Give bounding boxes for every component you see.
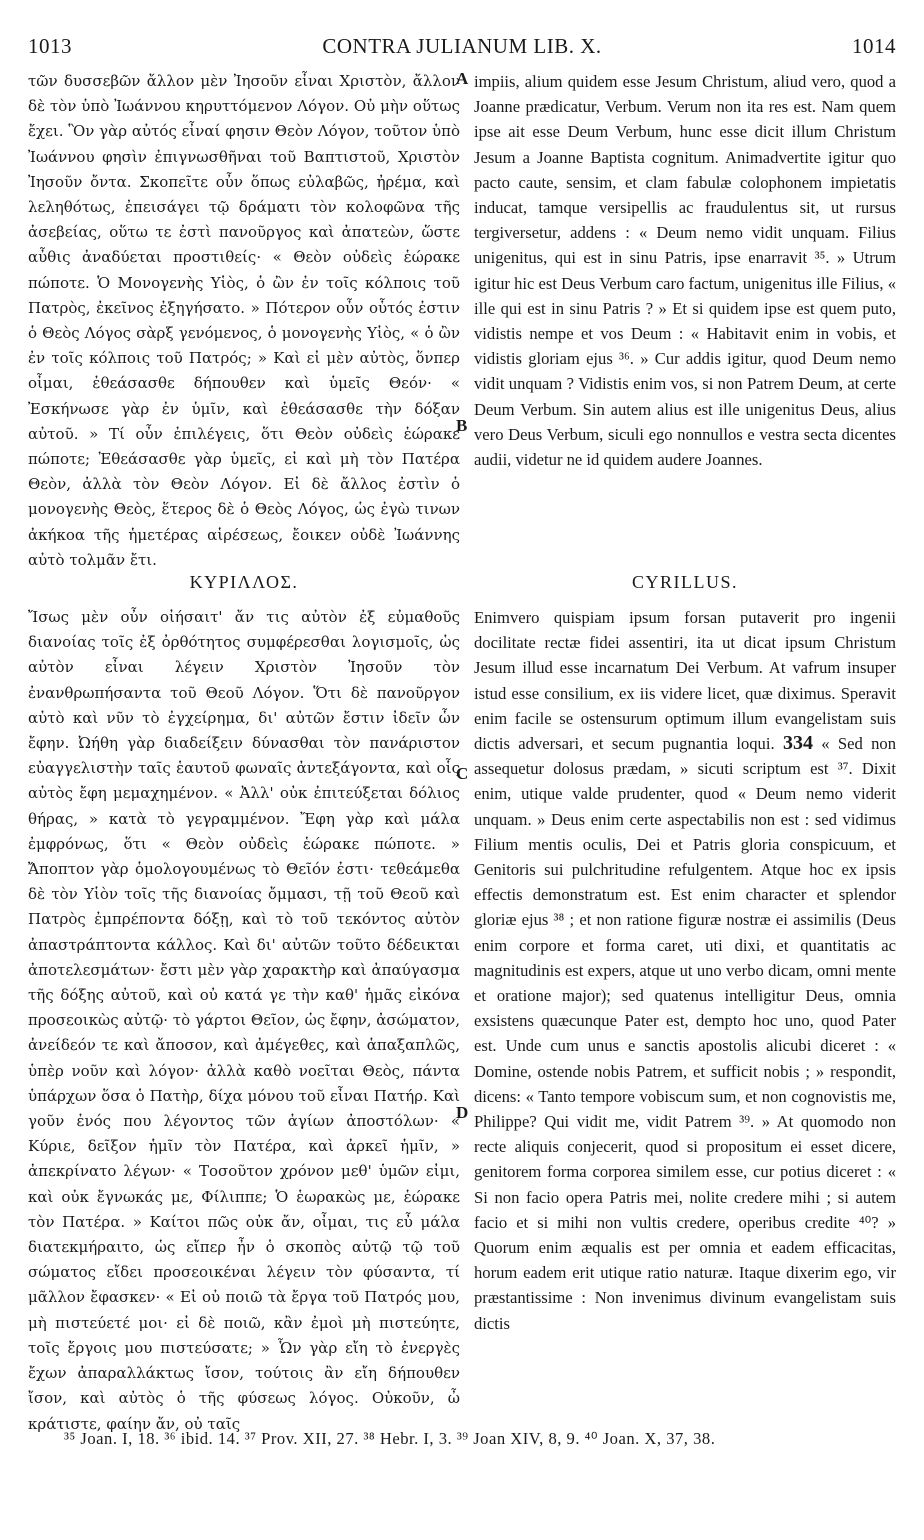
greek-paragraph-1: τῶν δυσσεβῶν ἄλλον μὲν Ἰησοῦν εἶναι Χριστὸν, ἄλλον δὲ τὸν ὑπὸ Ἰωάννου κηρυττόμενον Λόγον. Οὐ μὴν οὕτως ἔχει. Ὃν γὰρ αὐτός εἶναί φησιν Θεὸν Λόγον, τοῦτον ὑπὸ Ἰωάννου φησὶν ἐπιγνωσθῆναι τοῦ Βαπτιστοῦ, Χριστὸν Ἰησοῦν ὄντα. Σκοπεῖτε οὖν ὅπως εὐλαβῶς, ἠρέμα, καὶ λεληθότως, ἐπεισάγει τῷ δράματι τὸν κολοφῶνα τῆς ἀσεβείας, οὕτω τε ἐστὶ πανοῦργος καὶ ἀπατεὼν, ὥστε αὖθις ἀναδύεται προστιθείς· « Θεὸν οὐδεὶς ἑώρακε πώποτε. Ὁ Μονογενὴς Υἱὸς, ὁ ὢν ἐν τοῖς κόλποις τοῦ Πατρὸς, ἐκεῖνος ἐξηγήσατο. » Πότερον οὖν οὗτός ἐστιν ὁ Θεὸς Λόγος σὰρξ γενόμενος, ὁ μονογενὴς Υἱὸς, « ὁ ὢν ἐν τοῖς κόλποις τοῦ Πατρός; » Καὶ εἰ μὲν αὐτὸς, ὅνπερ οἶμαι, ἐθεάσασθε δήπουθεν καὶ ὑμεῖς Θεόν· « Ἐσκήνωσε γὰρ ἐν ὑμῖν, καὶ ἐθεάσασθε τὴν δόξαν αὐτοῦ. » Τί οὖν ἐπιλέγεις, ὅτι Θεὸν οὐδεὶς ἑώρακε πώποτε; Ἐθεάσασθε γὰρ ὑμεῖς, εἰ καὶ μὴ τὸν Πατέρα Θεὸν, ἀλλὰ τὸν Θεὸν Λόγον. Εἰ δὲ ἄλλος ἐστὶν ὁ μονογενὴς Θεὸς, ἕτερος δὲ ὁ Θεὸς Λόγος, ὡς ἐγὼ τινων ἀκήκοα τῆς ἡμετέρας αἱρέσεως, ἔοικεν οὐδὲ Ἰωάννης αὐτὸ τολμᾶν ἔτι. bbox=[28, 72, 460, 569]
latin-section-heading: CYRILLUS. bbox=[631, 572, 738, 592]
greek-section-heading: ΚΥΡΙΛΛΟΣ. bbox=[189, 572, 299, 592]
margin-letter-a: A bbox=[456, 69, 469, 88]
greek-column-top bbox=[28, 69, 460, 573]
latin-paragraph-1: impiis, alium quidem esse Jesum Christum, aliud vero, quod a Joanne prædicatur, Verbum. Verum non ita res est. Nam quem ipse ait esse Deum Verbum, hunc esse dicit illum Christum Jesum a Joanne Baptista cognitum. Animadvertite igitur quo pacto caute, sensim, et clam fabulæ colophonem impietatis inducat, tamque versipellis ac fraudulentus sit, ut rursus tergiversetur, addens : « Deum nemo vidit unquam. Filius unigenitus, qui est in sinu Patris, ipse enarravit ³⁵. » Utrum igitur hic est Deus Verbum caro factum, unigenitus ille Filius, « ille qui est in sinu Patris ? » Et si quidem ipse est quem puto, vidistis nempe et vos Deum : « Habitavit enim in vobis, et vidistis gloriam ejus ³⁶. » Cur addis igitur, quod Deum nemo vidit unquam ? Vidistis enim vos, si non Patrem Deum, at certe Deum Verbum. Sin autem alius est ille unigenitus Deus, alius vero Deus Verbum, siculi ego nonnullos e vestra secta dicentes audii, videtur ne id quidem audere Joannes. bbox=[474, 72, 896, 470]
margin-letter-d: D bbox=[456, 1103, 469, 1122]
margin-letter-c: C bbox=[456, 764, 469, 783]
greek-column-bottom bbox=[28, 605, 460, 1437]
latin-paragraph-2-lead: Enimvero quispiam ipsum forsan putaverit pro ingenii docilitate rectæ fidei assentiri, ita ut dicat ipsum Christum Jesum illud esse incarnatum Dei Verbum. At vafrum insuper istud esse consilium, ex iis videre licet, quæ diximus. Speravit enim facile se ostensurum optimum illum evangelistam suis dictis adversari, et secum pugnantia loqui. bbox=[474, 608, 896, 754]
footnotes: ³⁵ Joan. I, 18. ³⁶ ibid. 14. ³⁷ Prov. XII, 27. ³⁸ Hebr. I, 3. ³⁹ Joan XIV, 8, 9. ⁴⁰ Joan. X, 37, 38. bbox=[64, 1429, 716, 1448]
margin-letter-b: B bbox=[456, 416, 468, 435]
left-page-number: 1013 bbox=[28, 34, 72, 58]
latin-paragraph-2-rest: « Sed non assequetur dolosus prædam, » sicuti scriptum est ³⁷. Dixit enim, utique valde prudenter, quod « Deum nemo viderit unquam. » Deus enim certe aspectabilis non est : sed vidimus Filium mentis oculis, Dei et Patris gloria conspicuum, et Genitoris sui pulchritudine refulgentem. Atque hoc ex ipsis effectis demonstratum est. Est enim character et splendor gloriæ ejus ³⁸ ; et non ratione figuræ nostræ ei assimilis (Deus enim corpore et forma caret, uti dixi, et quantitatis ac magnitudinis est expers, atque ut uno verbo dicam, omni mente et oratione major); sed quatenus intelligitur Deus, omnia exsistens quæcunque Pater est, dempto hoc uno, quod Pater est. Unde cum unus e sanctis apostolis alicubi diceret : « Domine, ostende nobis Patrem, et sufficit nobis ; » respondit, dicens: « Tanto tempore vobiscum sum, et non cognovistis me, Philippe? Qui vidit me, vidit Patrem ³⁹. » At quomodo non recte aliquis conjecerit, quod si propositum ei esset dicere, genitorem forma corporea similem esse, cur potius diceret : « Si non facio opera Patris mei, nolite credere mihi ; si autem facio et si mihi non vultis credere, operibus credite ⁴⁰? » Quorum enim æqualis est per omnia et eadem efficacitas, horum eadem erit utique ratio naturæ. Itaque dixerim ego, vir præstantissime : Non invenimus divinum evangelistam suis dictis bbox=[474, 734, 896, 1333]
edition-page-marker: 334 bbox=[782, 732, 813, 755]
latin-paragraph-2 bbox=[474, 605, 896, 1336]
running-head bbox=[28, 34, 896, 64]
latin-column-top bbox=[474, 69, 896, 472]
page-title: CONTRA JULIANUM LIB. X. bbox=[322, 34, 602, 58]
latin-column-bottom bbox=[474, 605, 896, 1336]
right-page-number: 1014 bbox=[852, 34, 896, 58]
greek-paragraph-2: Ἴσως μὲν οὖν οἰήσαιτ' ἄν τις αὐτὸν ἐξ εὐμαθοῦς διανοίας τοῖς ἐξ ὀρθότητος συμφέρεσθαι λογισμοῖς, ὡς αὐτὸν εἶναι λέγειν Χριστὸν Ἰησοῦν τὸν ἐνανθρωπήσαντα τοῦ Θεοῦ Λόγον. Ὅτι δὲ πανοῦργον αὐτὸ καὶ νῦν τὸ ἐγχείρημα, δι' αὐτῶν ἔστιν ἰδεῖν ὧν ἔφην. Ὠήθη γὰρ διαδείξειν δύνασθαι τὸν πανάριστον εὐαγγελιστὴν ταῖς ἑαυτοῦ φωναῖς ἀντεξάγοντα, καὶ οἷς αὐτὸς ἔφη μεμαχημένον. « Ἀλλ' οὐκ ἐπιτεύξεται δόλιος θήρας, » κατὰ τὸ γεγραμμένον. Ἔφη γὰρ καὶ μάλα ἐμφρόνως, ὅτι « Θεὸν οὐδεὶς ἑώρακε πώποτε. » Ἄποπτον γὰρ ὁμολογουμένως τὸ Θεῖόν ἐστι· τεθεάμεθα δὲ τὸν Υἱὸν τοῖς τῆς διανοίας ὄμμασι, τῇ τοῦ Θεοῦ καὶ Πατρὸς ἐμπρέποντα δόξῃ, καὶ τὸ τοῦ τεκόντος αὐτὸν ἀπαστράπτοντα κάλλος. Καὶ δι' αὐτῶν τοῦτο δέδεικται ἀποτελεσμάτων· ἔστι μὲν γὰρ χαρακτὴρ καὶ ἀπαύγασμα τῆς δόξης αὐτοῦ, καὶ οὐ κατά γε τὴν καθ' ἡμᾶς εἰκόνα προσεοικὼς αὐτῷ· τὸ γάρτοι Θεῖον, ὡς ἔφην, ἀσώματον, ἀνείδεόν τε καὶ ἄποσον, καὶ ἀμέγεθες, καὶ ἁπαξαπλῶς, ὑπὲρ νοῦν καὶ λόγον· ἀλλὰ καθὸ νοεῖται Θεὸς, πάντα ὑπάρχων ὅσα ὁ Πατὴρ, δίχα μόνου τοῦ εἶναι Πατήρ. Καὶ γοῦν ἑνός που λέγοντος τῶν ἁγίων ἀποστόλων· « Κύριε, δεῖξον ἡμῖν τὸν Πατέρα, καὶ ἀρκεῖ ἡμῖν, » ἀπεκρίνατο λέγων· « Τοσοῦτον χρόνον μεθ' ὑμῶν εἰμι, καὶ οὐκ ἔγνωκάς με, Φίλιππε; Ὁ ἑωρακὼς με, ἑώρακε τὸν Πατέρα. » Καίτοι πῶς οὐκ ἄν, οἶμαι, τις εὖ μάλα διατεκμήραιτο, ὡς εἴπερ ἦν ὁ σκοπὸς αὐτῷ τῷ τοῦ σώματος εἴδει προσεοικέναι λέγειν τὸν φύσαντα, τί μᾶλλον ἔφασκεν· « Εἰ οὐ ποιῶ τὰ ἔργα τοῦ Πατρός μου, μὴ πιστεύετέ μοι· εἰ δὲ ποιῶ, κἂν ἐμοὶ μὴ πιστεύητε, τοῖς ἔργοις μου πιστεύσατε; » Ὧν γὰρ εἴη τὸ ἐνεργὲς ἔχων ἀπαραλλάκτως ἴσον, τούτοις ἂν εἴη δήπουθεν ἴσον, καὶ αὐτὸς ὁ τῆς φύσεως λόγος. Οὐκοῦν, ὦ κράτιστε, φαίην ἄν, οὐ ταῖς bbox=[28, 608, 460, 1433]
